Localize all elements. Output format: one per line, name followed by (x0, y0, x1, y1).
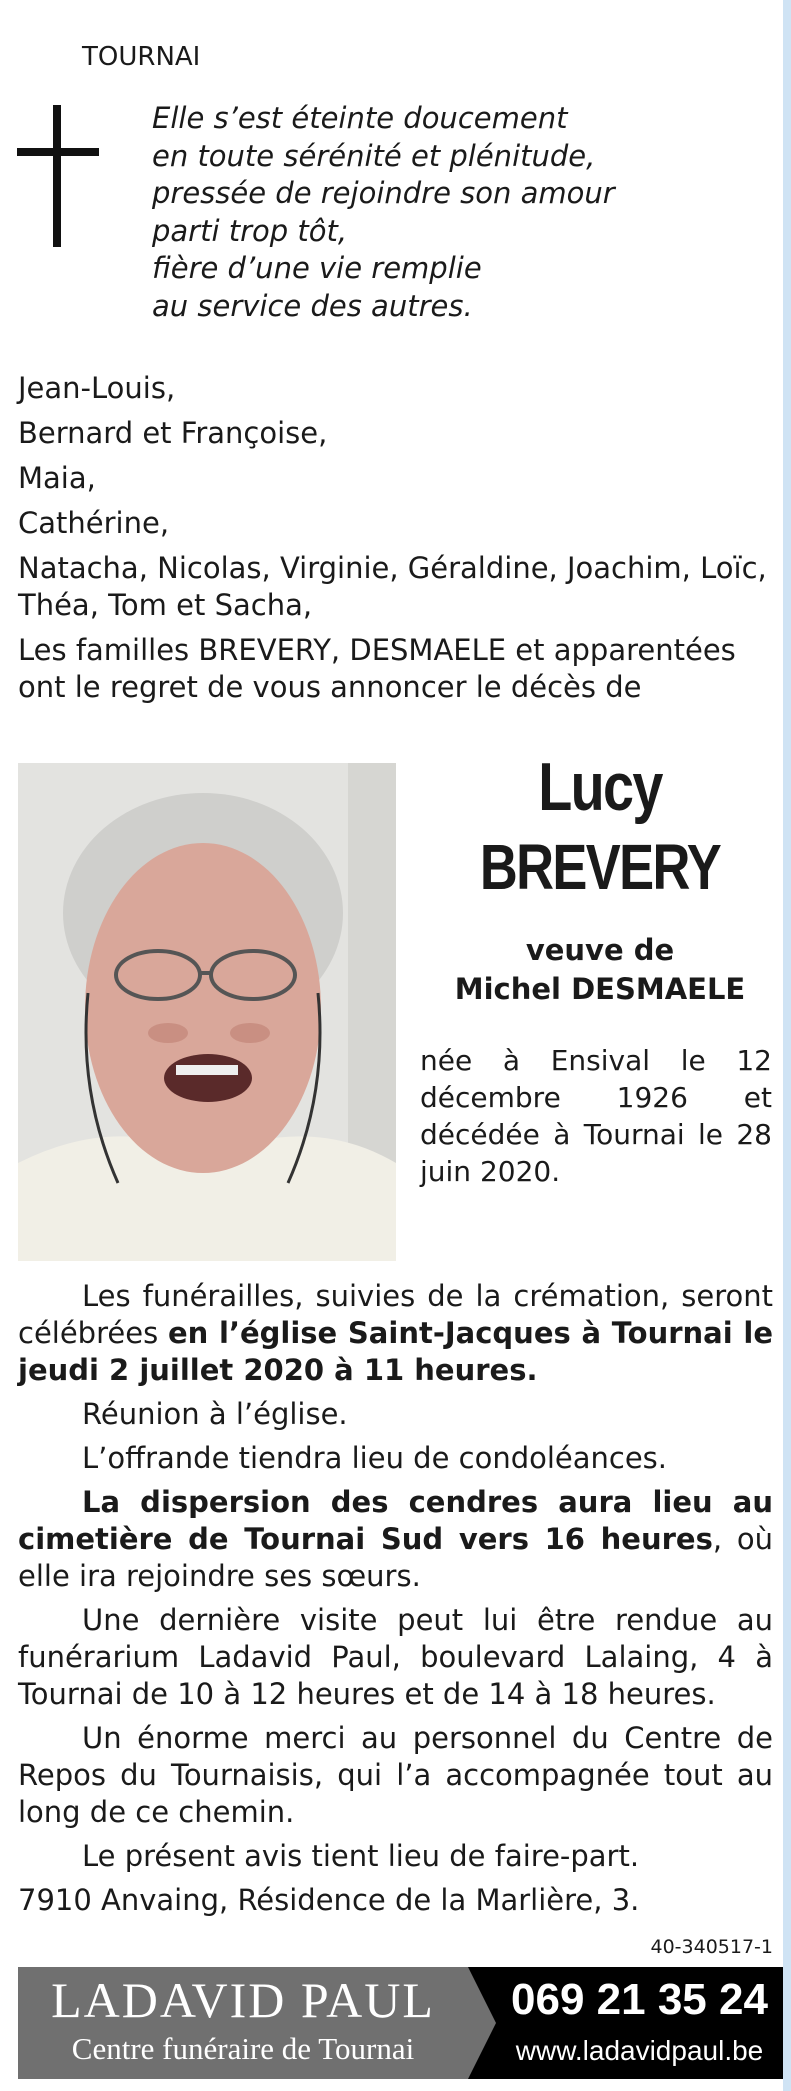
deceased-first-name: Lucy (538, 749, 662, 825)
company-phone: 069 21 35 24 (511, 1975, 768, 2024)
company-subtitle: Centre funéraire de Tournai (71, 2031, 415, 2066)
poem-line: pressée de rejoindre son amour (152, 176, 615, 210)
city-heading: TOURNAI (82, 42, 201, 72)
ceremony-details (18, 1278, 773, 1926)
cross-icon (53, 105, 61, 247)
family-line: Bernard et Françoise, (18, 416, 328, 450)
family-line: Natacha, Nicolas, Virginie, Géraldine, Joachim, Loïc, Théa, Tom et Sacha, (18, 551, 767, 622)
poem (152, 100, 615, 325)
offering-paragraph: L’offrande tiendra lieu de condoléances. (82, 1441, 668, 1475)
poem-line: fière d’une vie remplie (152, 251, 482, 285)
meeting-paragraph: Réunion à l’église. (82, 1397, 348, 1431)
family-line: Maia, (18, 461, 96, 495)
portrait-photo (18, 763, 396, 1261)
birth-death-text: née à Ensival le 12 décembre 1926 et décédée à Tournai le 28 juin 2020. (420, 1044, 772, 1188)
family-line: Cathérine, (18, 506, 170, 540)
address-paragraph: 7910 Anvaing, Résidence de la Marlière, 3. (18, 1883, 640, 1917)
banner-left-panel (18, 1967, 468, 2079)
deceased-last-name: BREVERY (479, 831, 721, 903)
poem-line: au service des autres. (152, 288, 473, 323)
funeral-home-banner (18, 1967, 783, 2079)
visit-paragraph: Une dernière visite peut lui être rendue au funérarium Ladavid Paul, boulevard Lalaing, 4 à Tournai de 10 à 12 heures et de 14 à 18 heures. (18, 1603, 773, 1711)
family-line: Jean-Louis, (18, 371, 176, 405)
ashes-location: La dispersion des cendres aura lieu au cimetière de Tournai Sud vers 16 heures (18, 1485, 773, 1556)
funeral-intro: Les funérailles, suivies de la crémation, seront célébrées (18, 1279, 773, 1350)
company-website: www.ladavidpaul.be (515, 2035, 764, 2066)
notice-paragraph: Le présent avis tient lieu de faire-part. (82, 1839, 640, 1873)
cross-icon-bar (17, 148, 99, 156)
family-line: Les familles BREVERY, DESMAELE et apparentées (18, 633, 736, 667)
poem-line: Elle s’est éteinte doucement (152, 101, 568, 135)
family-line: ont le regret de vous annoncer le décès de (18, 670, 642, 704)
poem-line: parti trop tôt, (152, 213, 348, 248)
banner-arrow-shape (468, 1967, 496, 2079)
ashes-paragraph (18, 1484, 773, 1595)
poem-line: en toute sérénité et plénitude, (152, 138, 596, 173)
spouse-name: Michel DESMAELE (454, 972, 746, 1006)
funeral-location: en l’église Saint-Jacques à Tournai le jeudi 2 juillet 2020 à 11 heures. (18, 1316, 773, 1387)
ashes-rest: , où elle ira rejoindre ses sœurs. (18, 1522, 773, 1593)
funeral-paragraph (18, 1278, 773, 1389)
company-name: LADAVID PAUL (51, 1972, 435, 2028)
family-list (18, 370, 783, 714)
widow-label: veuve de (525, 933, 675, 967)
reference-number: 40-340517-1 (650, 1936, 773, 1958)
thanks-paragraph: Un énorme merci au personnel du Centre de Repos du Tournaisis, qui l’a accompagnée tout au long de ce chemin. (18, 1721, 773, 1829)
